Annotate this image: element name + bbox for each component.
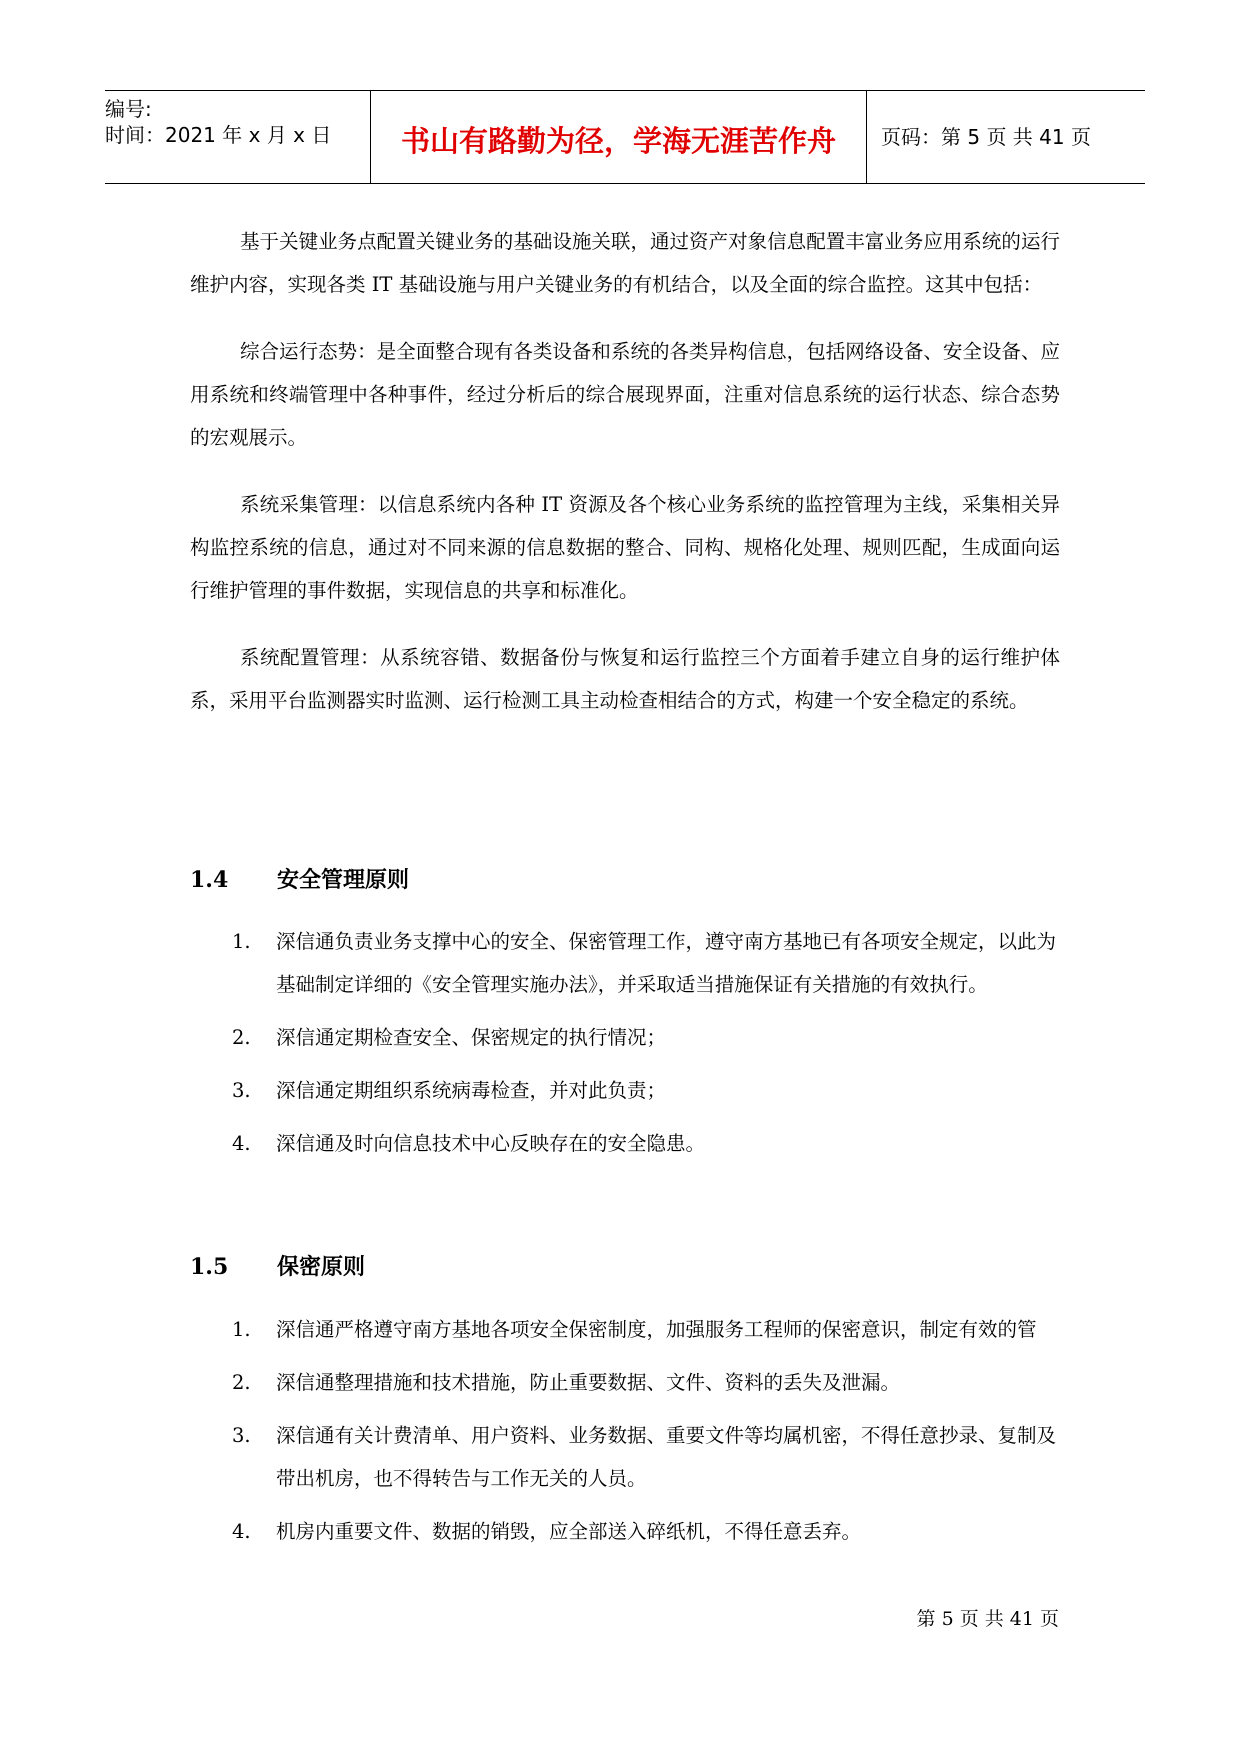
header-page-label: 页码：第 5 页 共 41 页 <box>881 125 1091 149</box>
header-motto-cell <box>370 91 867 183</box>
list-item: 1. 深信通严格遵守南方基地各项安全保密制度，加强服务工程师的保密意识，制定有效的管 <box>232 1318 1037 1341</box>
body-paragraphs <box>190 220 1060 746</box>
list-item: 1. 深信通负责业务支撑中心的安全、保密管理工作，遵守南方基地已有各项安全规定，以此为基础制定详细的《安全管理实施办法》，并采取适当措施保证有关措施的有效执行。 <box>232 930 1057 996</box>
header-left-cell <box>105 91 370 183</box>
paragraph-intro: 基于关键业务点配置关键业务的基础设施关联，通过资产对象信息配置丰富业务应用系统的运行维护内容，实现各类 IT 基础设施与用户关键业务的有机结合，以及全面的综合监控。这其中包括： <box>190 230 1060 296</box>
page-header <box>105 90 1145 184</box>
page-footer: 第 5 页 共 41 页 <box>916 1608 1059 1630</box>
list-item: 2. 深信通整理措施和技术措施，防止重要数据、文件、资料的丢失及泄漏。 <box>232 1371 901 1394</box>
document-number-label: 编号: <box>105 97 152 121</box>
section-heading-1-4 <box>190 863 409 894</box>
list-item: 3. 深信通有关计费清单、用户资料、业务数据、重要文件等均属机密，不得任意抄录、复制及带出机房，也不得转告与工作无关的人员。 <box>232 1424 1057 1490</box>
list-item: 4. 机房内重要文件、数据的销毁，应全部送入碎纸机，不得任意丢弃。 <box>232 1520 862 1543</box>
header-motto: 书山有路勤为径，学海无涯苦作舟 <box>400 124 836 158</box>
list-item: 2. 深信通定期检查安全、保密规定的执行情况； <box>232 1026 667 1049</box>
section-title: 保密原则 <box>277 1254 366 1280</box>
security-principles-list <box>190 920 1070 1175</box>
paragraph-collection: 系统采集管理：以信息系统内各种 IT 资源及各个核心业务系统的监控管理为主线，采集相关异构监控系统的信息，通过对不同来源的信息数据的整合、同构、规格化处理、规则匹配，生成面向运行维护管理的事件数据，实现信息的共享和标准化。 <box>190 493 1060 602</box>
document-time-label: 时间：2021 年 x 月 x 日 <box>105 123 332 147</box>
section-number: 1.5 <box>190 1254 229 1280</box>
paragraph-configuration: 系统配置管理：从系统容错、数据备份与恢复和运行监控三个方面着手建立自身的运行维护体系，采用平台监测器实时监测、运行检测工具主动检查相结合的方式，构建一个安全稳定的系统。 <box>190 646 1060 712</box>
confidentiality-principles-list <box>190 1308 1070 1563</box>
section-number: 1.4 <box>190 867 229 893</box>
paragraph-situation: 综合运行态势：是全面整合现有各类设备和系统的各类异构信息，包括网络设备、安全设备、应用系统和终端管理中各种事件，经过分析后的综合展现界面，注重对信息系统的运行状态、综合态势的宏观展示。 <box>190 340 1060 449</box>
section-title: 安全管理原则 <box>277 867 410 893</box>
list-item: 4. 深信通及时向信息技术中心反映存在的安全隐患。 <box>232 1132 706 1155</box>
section-heading-1-5 <box>190 1250 365 1281</box>
list-item: 3. 深信通定期组织系统病毒检查，并对此负责； <box>232 1079 667 1102</box>
header-right-cell <box>867 91 1145 183</box>
